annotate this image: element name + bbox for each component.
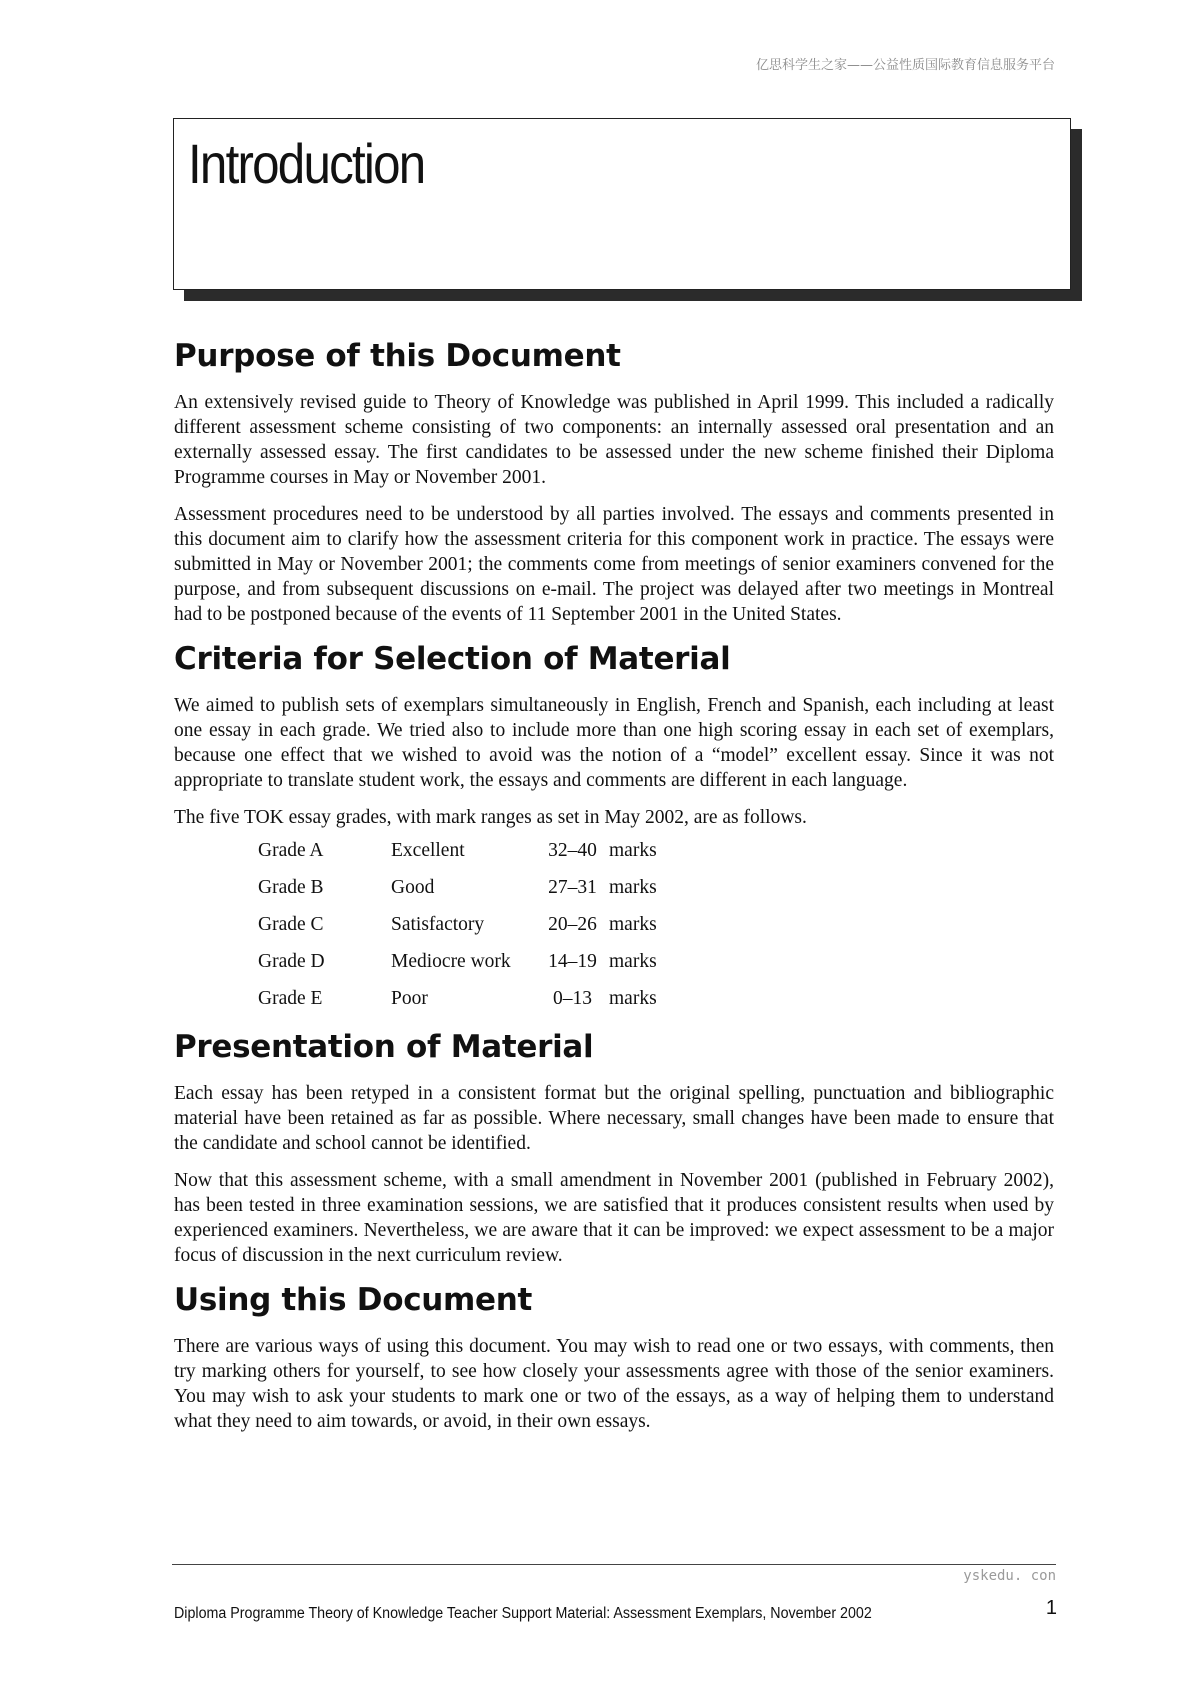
- description-cell: Poor: [391, 988, 428, 1009]
- section-purpose: [174, 336, 1054, 627]
- description-cell: Excellent: [391, 840, 465, 861]
- description-cell: Satisfactory: [391, 914, 485, 935]
- section-criteria: [174, 639, 1054, 1017]
- table-row: [258, 980, 669, 1017]
- description-cell: Good: [391, 877, 435, 898]
- table-row: [258, 906, 669, 943]
- section-heading: Criteria for Selection of Material: [174, 641, 731, 677]
- grades-table: [258, 832, 669, 1017]
- unit-cell: marks: [609, 877, 657, 898]
- range-cell: 14–19: [548, 951, 597, 972]
- section-heading: Purpose of this Document: [174, 338, 621, 374]
- table-row: [258, 943, 669, 980]
- page-number: 1: [1045, 1597, 1057, 1619]
- range-cell: 0–13: [553, 988, 592, 1009]
- section-presentation: [174, 1027, 1054, 1268]
- grade-cell: Grade E: [258, 988, 323, 1009]
- unit-cell: marks: [609, 988, 657, 1009]
- range-cell: 20–26: [548, 914, 597, 935]
- grade-cell: Grade A: [258, 840, 324, 861]
- title-box: [173, 118, 1071, 290]
- section-using: [174, 1280, 1054, 1434]
- section-heading: Presentation of Material: [174, 1029, 594, 1065]
- table-row: [258, 869, 669, 906]
- range-cell: 32–40: [548, 840, 597, 861]
- grade-cell: Grade D: [258, 951, 325, 972]
- watermark-top: 亿思科学生之家——公益性质国际教育信息服务平台: [755, 58, 1055, 73]
- footer-text: Diploma Programme Theory of Knowledge Teacher Support Material: Assessment Exemplars, November 2002: [174, 1605, 872, 1622]
- paragraph: We aimed to publish sets of exemplars simultaneously in English, French and Spanish, each including at least one essay in each grade. We tried also to include more than one high scoring essay in each set of exemplars, because one effect that we wished to avoid was the notion of a “model” excellent essay. Since it was not appropriate to translate student work, the essays and comments are different in each language.: [174, 695, 1054, 791]
- page-title: Introduction: [188, 132, 425, 195]
- unit-cell: marks: [609, 951, 657, 972]
- table-row: [258, 832, 669, 869]
- grade-cell: Grade B: [258, 877, 324, 898]
- range-cell: 27–31: [548, 877, 597, 898]
- unit-cell: marks: [609, 914, 657, 935]
- document-body: [174, 336, 1054, 1446]
- paragraph: There are various ways of using this document. You may wish to read one or two essays, with comments, then try marking others for yourself, to see how closely your assessments agree with those of the senior examiners. You may wish to ask your students to mark one or two of the essays, as a way of helping them to understand what they need to aim towards, or avoid, in their own essays.: [174, 1336, 1054, 1432]
- description-cell: Mediocre work: [391, 951, 511, 972]
- unit-cell: marks: [609, 840, 657, 861]
- paragraph: Now that this assessment scheme, with a small amendment in November 2001 (published in February 2002), has been tested in three examination sessions, we are satisfied that it produces consistent results when used by experienced examiners. Nevertheless, we are aware that it can be improved: we expect assessment to be a major focus of discussion in the next curriculum review.: [174, 1170, 1054, 1266]
- paragraph: Each essay has been retyped in a consistent format but the original spelling, punctuation and bibliographic material have been retained as far as possible. Where necessary, small changes have been made to ensure that the candidate and school cannot be identified.: [174, 1083, 1054, 1154]
- section-heading: Using this Document: [174, 1282, 533, 1318]
- paragraph: An extensively revised guide to Theory of Knowledge was published in April 1999. This included a radically different assessment scheme consisting of two components: an internally assessed oral presentation and an externally assessed essay. The first candidates to be assessed under the new scheme finished their Diploma Programme courses in May or November 2001.: [174, 392, 1054, 488]
- watermark-bottom: yskedu. con: [963, 1568, 1056, 1584]
- paragraph: Assessment procedures need to be understood by all parties involved. The essays and comments presented in this document aim to clarify how the assessment criteria for this component work in practice. The essays were submitted in May or November 2001; the comments come from meetings of senior examiners convened for the purpose, and from subsequent discussions on e-mail. The project was delayed after two meetings in Montreal had to be postponed because of the events of 11 September 2001 in the United States.: [174, 504, 1054, 625]
- footer-divider: [172, 1564, 1056, 1565]
- paragraph: The five TOK essay grades, with mark ranges as set in May 2002, are as follows.: [174, 807, 807, 828]
- grade-cell: Grade C: [258, 914, 324, 935]
